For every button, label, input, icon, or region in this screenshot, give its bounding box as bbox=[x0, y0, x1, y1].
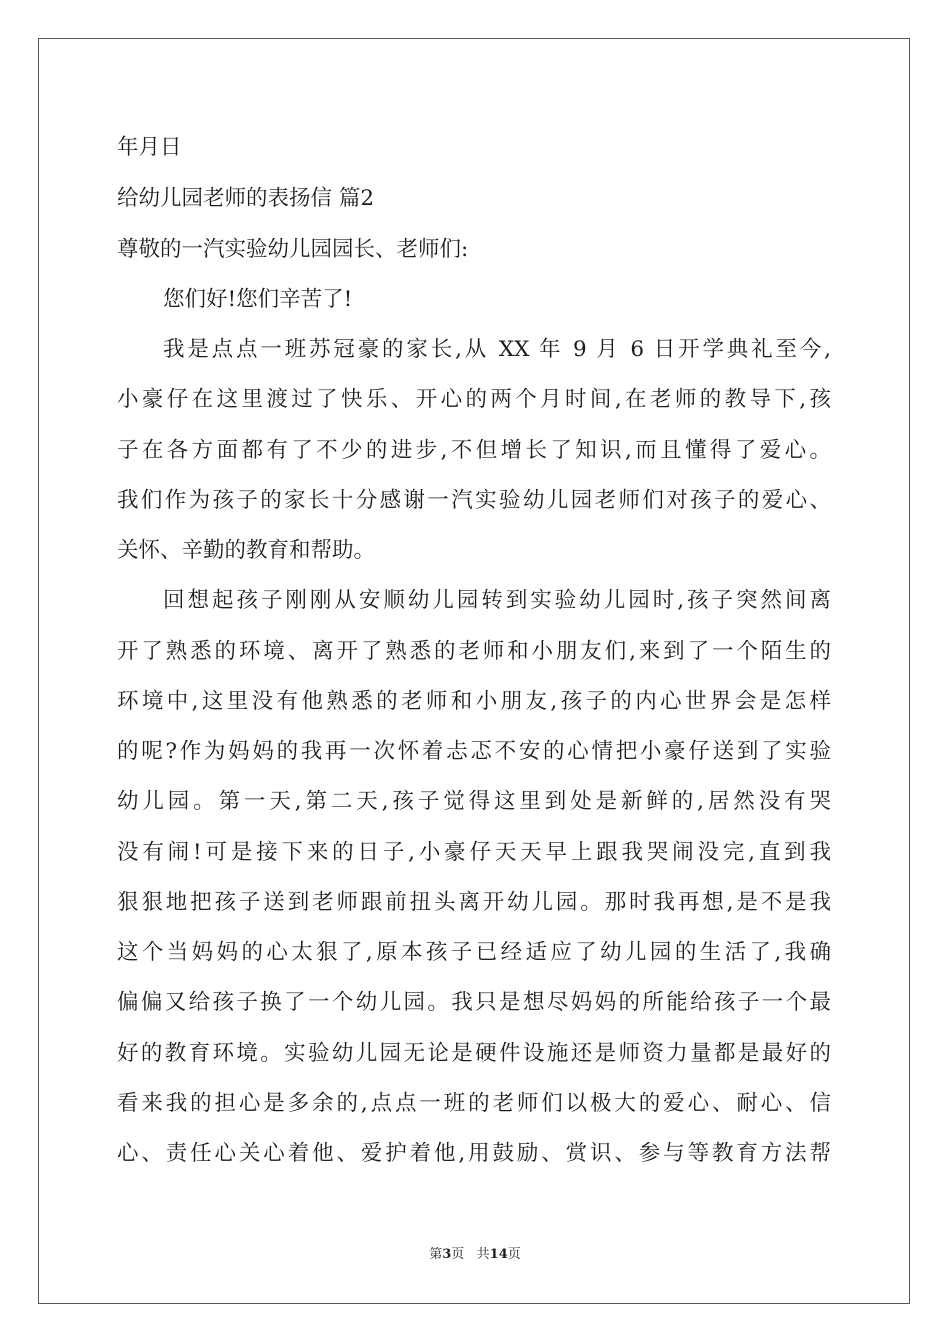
paragraph-2-line: 没有闹!可是接下来的日子,小豪仔天天早上跟我哭闹没完,直到我 bbox=[117, 840, 831, 865]
letter-heading: 给幼儿园老师的表扬信 篇2 bbox=[117, 186, 375, 211]
footer-page-number: 3 bbox=[442, 1247, 452, 1262]
footer-page-suffix: 页 bbox=[507, 1247, 521, 1262]
footer-total-pages: 14 bbox=[489, 1247, 508, 1262]
paragraph-2-line: 看来我的担心是多余的,点点一班的老师们以极大的爱心、耐心、信 bbox=[117, 1091, 831, 1116]
paragraph-1-line: 子在各方面都有了不少的进步,不但增长了知识,而且懂得了爱心。 bbox=[117, 438, 831, 463]
paragraph-2-line: 环境中,这里没有他熟悉的老师和小朋友,孩子的内心世界会是怎样 bbox=[117, 689, 831, 714]
paragraph-2-line: 狠狠地把孩子送到老师跟前扭头离开幼儿园。那时我再想,是不是我 bbox=[117, 890, 831, 915]
page-footer bbox=[0, 1246, 950, 1264]
salutation: 尊敬的一汽实验幼儿园园长、老师们: bbox=[117, 237, 469, 262]
paragraph-2-line: 幼儿园。第一天,第二天,孩子觉得这里到处是新鲜的,居然没有哭 bbox=[117, 789, 831, 814]
paragraph-2-line: 这个当妈妈的心太狠了,原本孩子已经适应了幼儿园的生活了,我确 bbox=[117, 940, 831, 965]
paragraph-2-line: 偏偏又给孩子换了一个幼儿园。我只是想尽妈妈的所能给孩子一个最 bbox=[117, 990, 831, 1015]
paragraph-2-line: 开了熟悉的环境、离开了熟悉的老师和小朋友们,来到了一个陌生的 bbox=[117, 639, 831, 664]
paragraph-2-line: 好的教育环境。实验幼儿园无论是硬件设施还是师资力量都是最好的 bbox=[117, 1041, 831, 1066]
date-line: 年月日 bbox=[117, 135, 182, 160]
paragraph-1-line: 关怀、辛勤的教育和帮助。 bbox=[117, 538, 376, 563]
paragraph-1-line: 我是点点一班苏冠豪的家长,从 XX 年 9 月 6 日开学典礼至今, bbox=[163, 337, 831, 362]
paragraph-1-line: 小豪仔在这里渡过了快乐、开心的两个月时间,在老师的教导下,孩 bbox=[117, 387, 831, 412]
paragraph-2-line: 回想起孩子刚刚从安顺幼儿园转到实验幼儿园时,孩子突然间离 bbox=[163, 588, 831, 613]
greeting: 您们好!您们辛苦了! bbox=[163, 287, 353, 312]
footer-page-prefix: 第 bbox=[429, 1247, 443, 1262]
footer-page-mid: 页 共 bbox=[451, 1247, 490, 1262]
paragraph-2-line: 的呢?作为妈妈的我再一次怀着忐忑不安的心情把小豪仔送到了实验 bbox=[117, 739, 831, 764]
paragraph-1-line: 我们作为孩子的家长十分感谢一汽实验幼儿园老师们对孩子的爱心、 bbox=[117, 488, 831, 513]
paragraph-2-line: 心、责任心关心着他、爱护着他,用鼓励、赏识、参与等教育方法帮 bbox=[117, 1141, 831, 1166]
